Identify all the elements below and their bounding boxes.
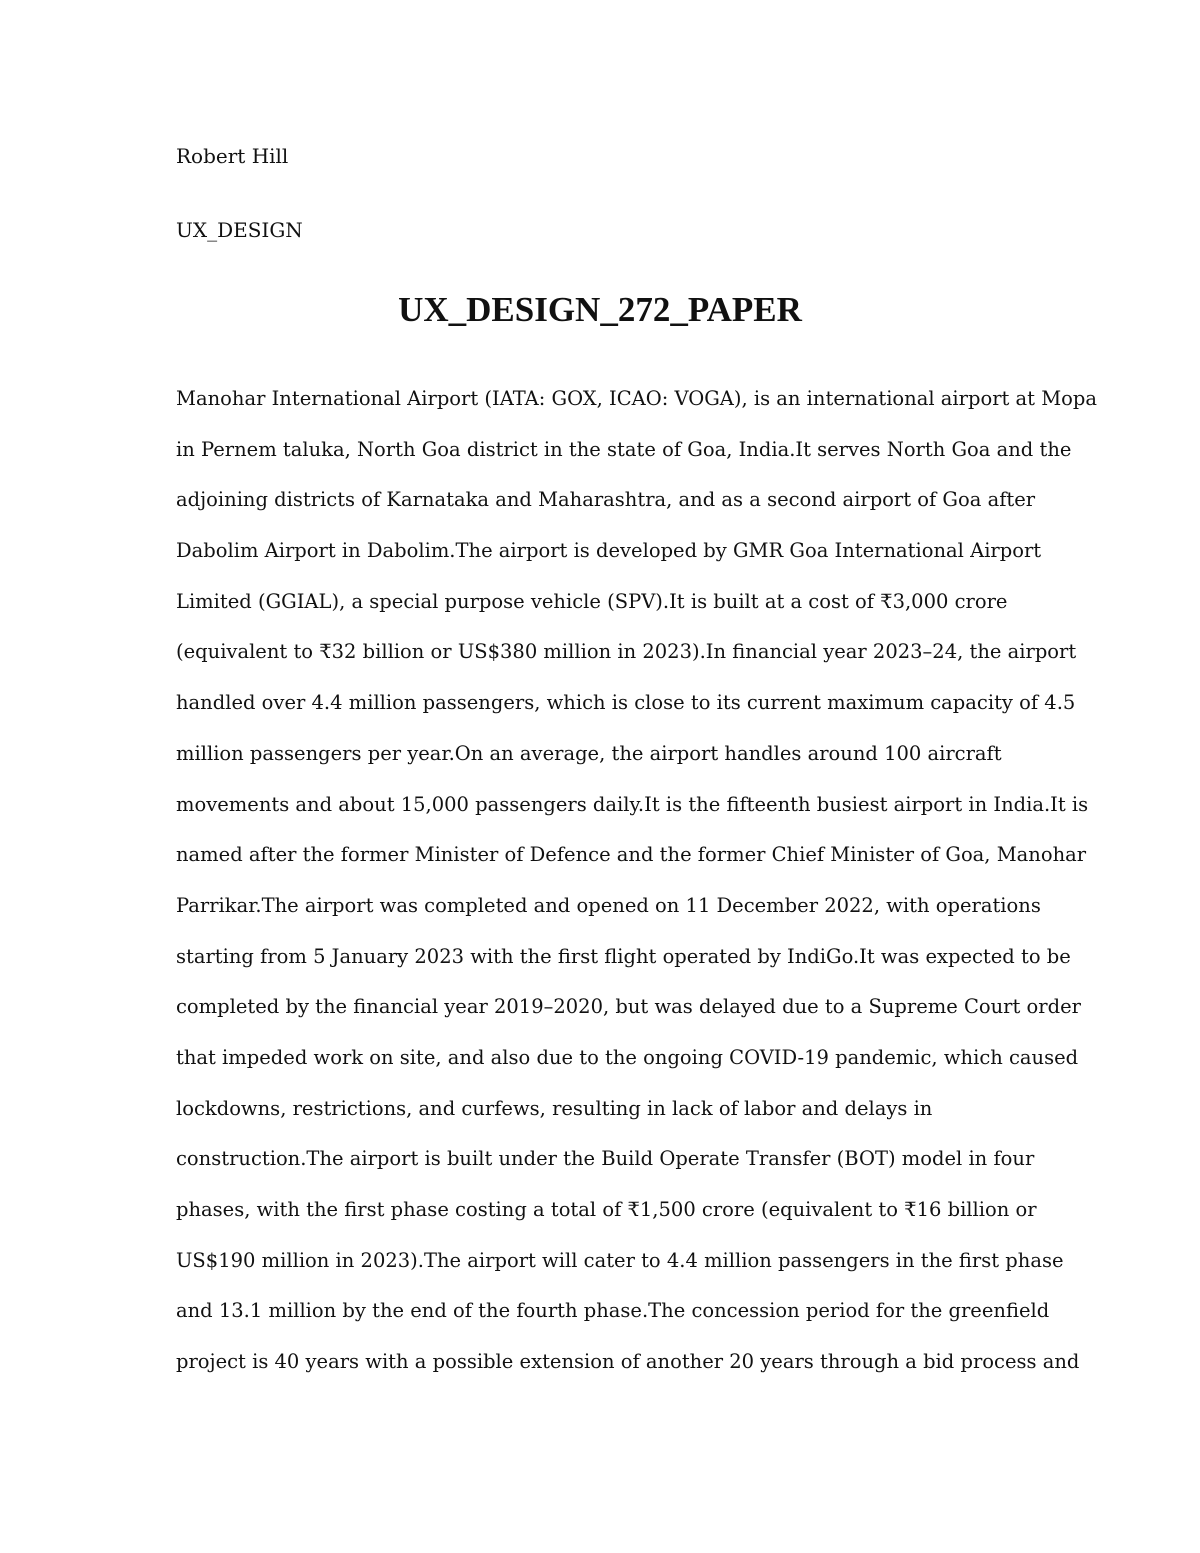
body-line: Limited (GGIAL), a special purpose vehicle (SPV).It is built at a cost of ₹3,000 crore <box>176 589 1008 613</box>
body-line: million passengers per year.On an average, the airport handles around 100 aircraft <box>176 741 1002 765</box>
body-line: (equivalent to ₹32 billion or US$380 million in 2023).In financial year 2023–24, the airport <box>176 640 1077 664</box>
body-line: Manohar International Airport (IATA: GOX, ICAO: VOGA), is an international airport at Mopa <box>176 387 1098 410</box>
body-line: starting from 5 January 2023 with the first flight operated by IndiGo.It was expected to be <box>176 944 1071 968</box>
body-line: that impeded work on site, and also due to the ongoing COVID-19 pandemic, which caused <box>176 1045 1079 1069</box>
paper-title: UX_DESIGN_272_PAPER <box>398 290 802 329</box>
body-line: adjoining districts of Karnataka and Maharashtra, and as a second airport of Goa after <box>176 488 1036 512</box>
body-line: project is 40 years with a possible extension of another 20 years through a bid process and <box>176 1350 1080 1374</box>
author-name: Robert Hill <box>176 144 289 168</box>
body-paragraph <box>176 383 1098 1397</box>
body-line: US$190 million in 2023).The airport will cater to 4.4 million passengers in the first phase <box>176 1248 1064 1272</box>
body-line: movements and about 15,000 passengers daily.It is the fifteenth busiest airport in India.It is <box>176 792 1089 816</box>
body-line: and 13.1 million by the end of the fourth phase.The concession period for the greenfield <box>176 1299 1050 1323</box>
body-line: construction.The airport is built under the Build Operate Transfer (BOT) model in four <box>176 1147 1035 1171</box>
body-line: completed by the financial year 2019–2020, but was delayed due to a Supreme Court order <box>176 995 1081 1019</box>
body-line: in Pernem taluka, North Goa district in the state of Goa, India.It serves North Goa and the <box>176 437 1072 461</box>
body-line: Parrikar.The airport was completed and opened on 11 December 2022, with operations <box>176 893 1041 917</box>
body-line: Dabolim Airport in Dabolim.The airport is developed by GMR Goa International Airport <box>176 539 1042 563</box>
body-line: phases, with the first phase costing a total of ₹1,500 crore (equivalent to ₹16 billion or <box>176 1198 1037 1221</box>
body-line: handled over 4.4 million passengers, which is close to its current maximum capacity of 4.5 <box>176 691 1076 715</box>
body-line: lockdowns, restrictions, and curfews, resulting in lack of labor and delays in <box>176 1096 933 1120</box>
body-line: named after the former Minister of Defence and the former Chief Minister of Goa, Manohar <box>176 843 1087 867</box>
course-name: UX_DESIGN <box>176 218 303 242</box>
